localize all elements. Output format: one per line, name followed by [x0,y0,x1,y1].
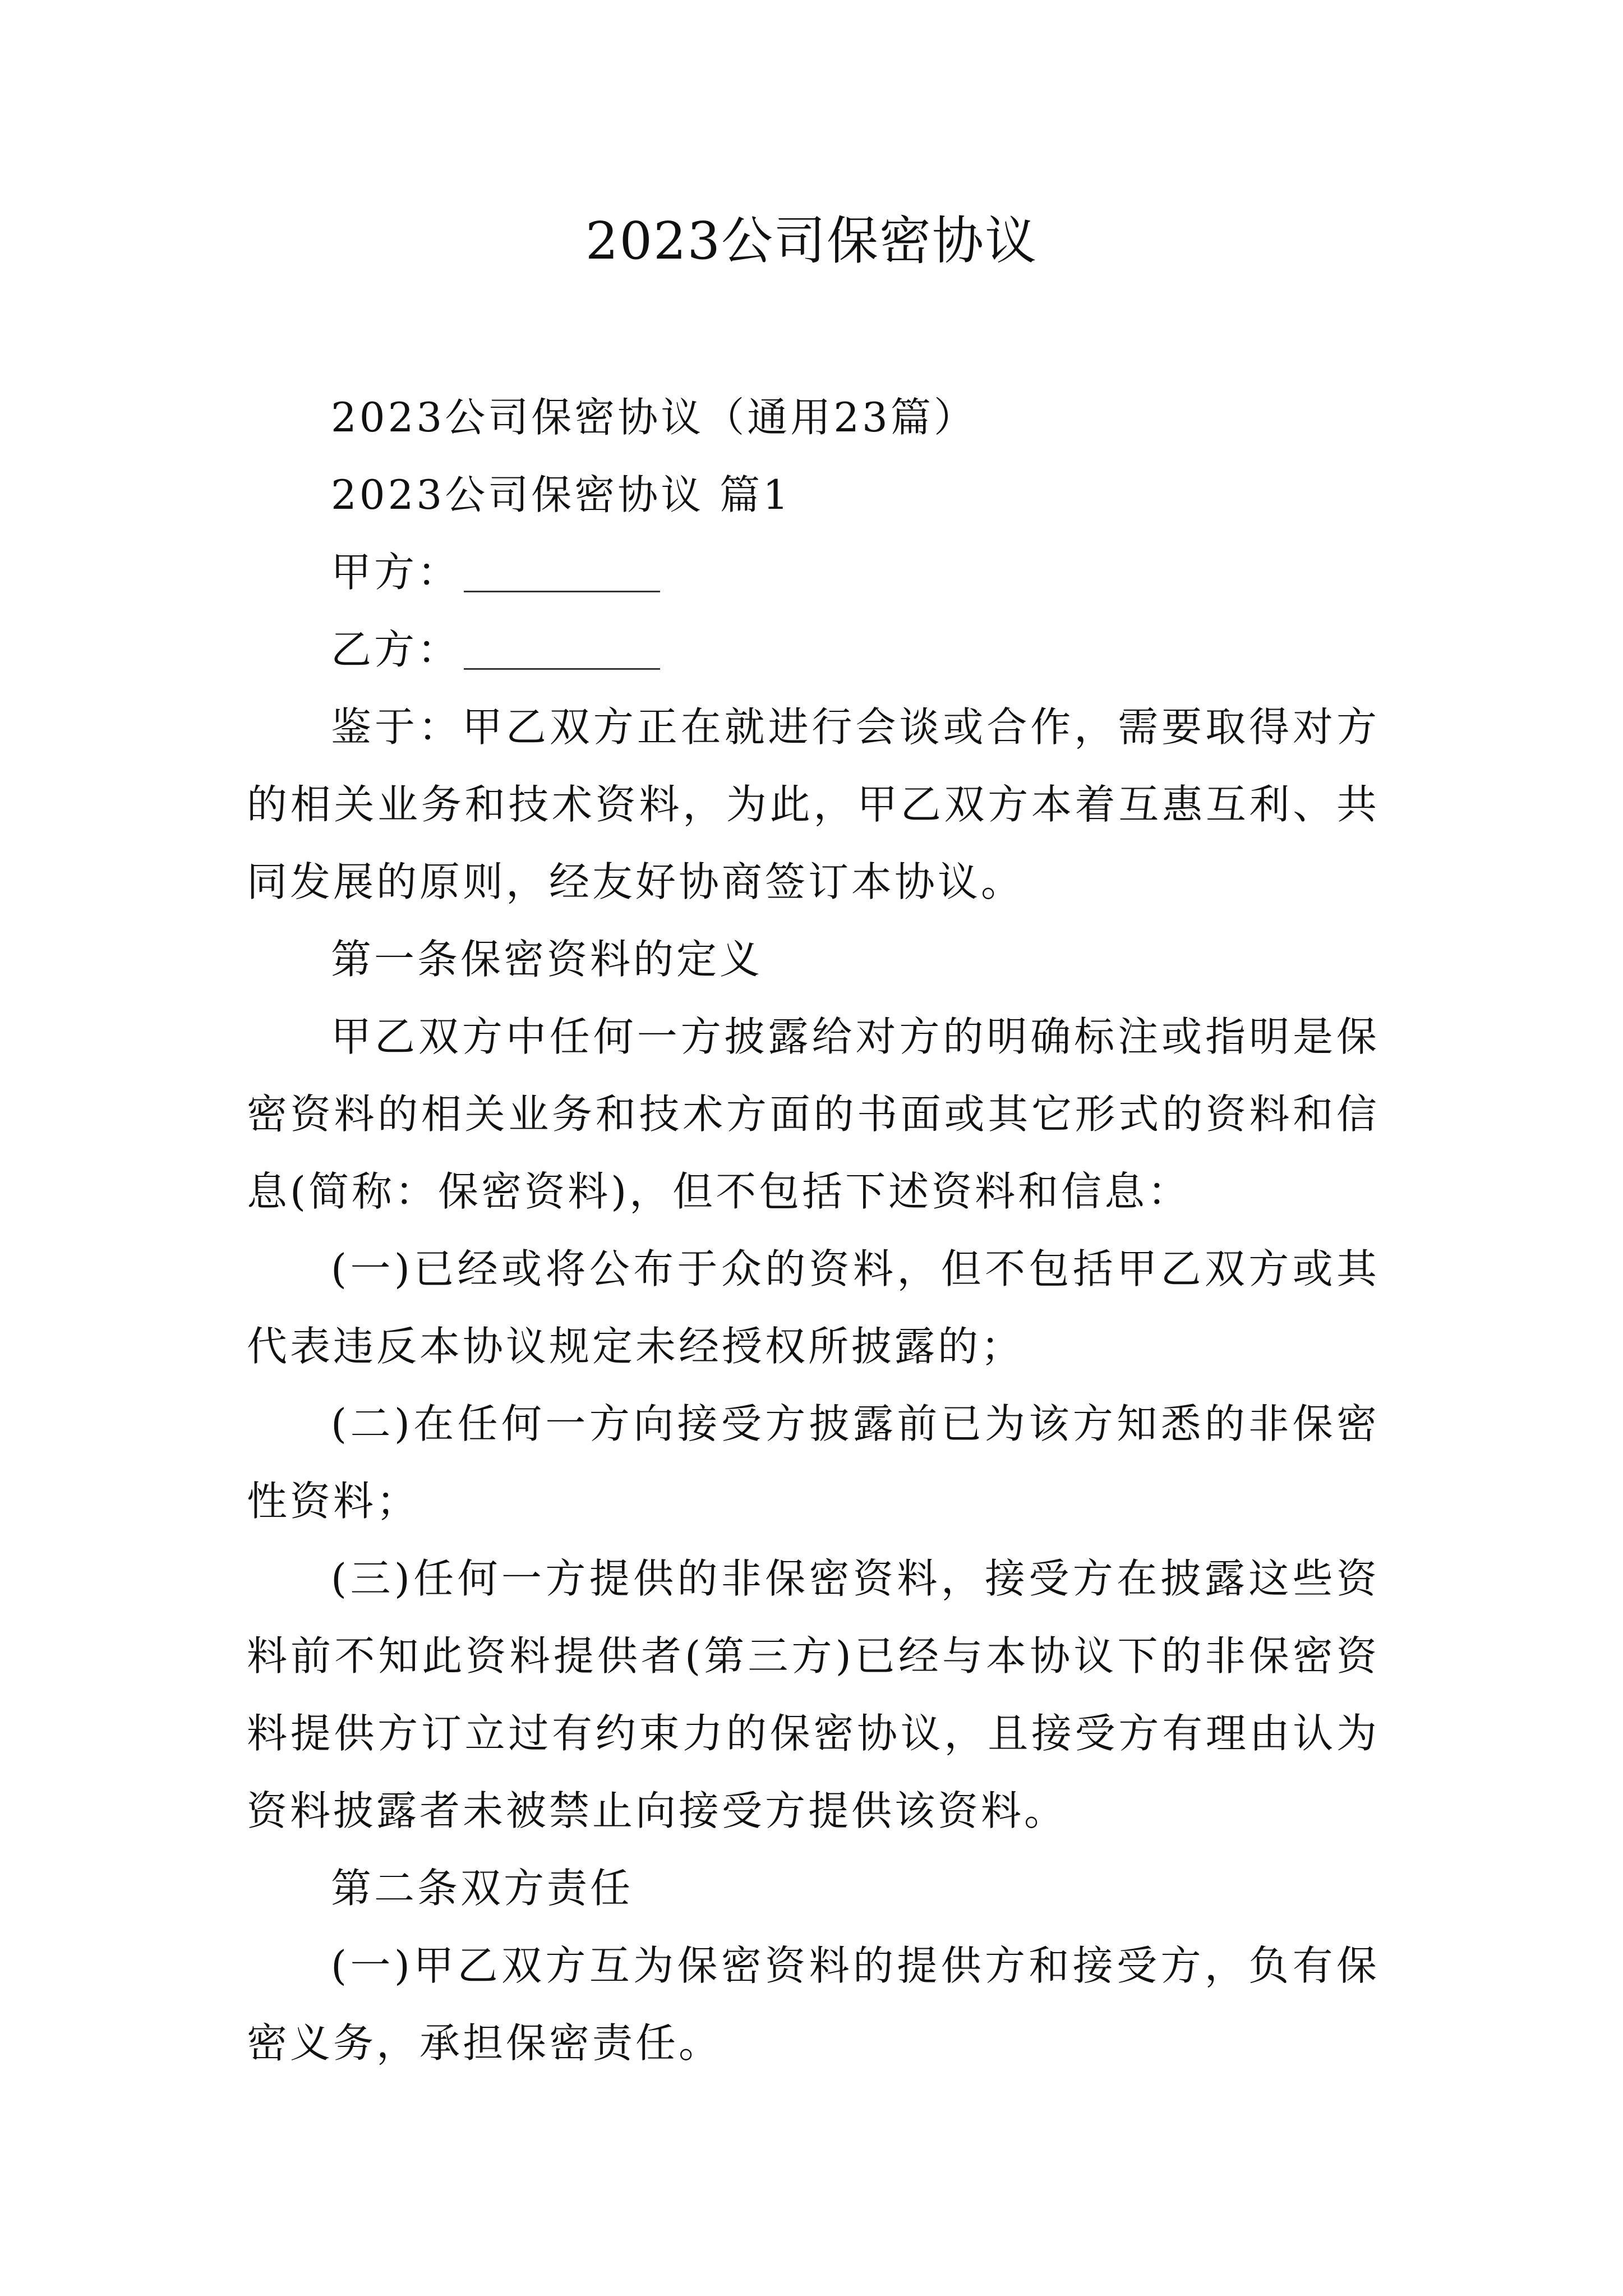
paragraph-definition: 甲乙双方中任何一方披露给对方的明确标注或指明是保密资料的相关业务和技术方面的书面或其它形式的资料和信息(简称：保密资料)，但不包括下述资料和信息： [247,1013,1380,1215]
article-2-heading: 第二条双方责任 [331,1865,634,1912]
paragraph-responsibility-1: (一)甲乙双方互为保密资料的提供方和接受方，负有保密义务，承担保密责任。 [247,1942,1380,2067]
paragraph-exclusion-2: (二)在任何一方向接受方披露前已为该方知悉的非保密性资料； [247,1400,1380,1525]
party-b-row [247,611,1380,688]
paragraph-exclusion-1: (一)已经或将公布于众的资料，但不包括甲乙双方或其代表违反本协议规定未经授权所披露的； [247,1245,1380,1370]
document-body [247,379,1380,2082]
document-title: 2023公司保密协议 [585,211,1038,271]
document-subtitle: 2023公司保密协议（通用23篇） [331,394,977,441]
section-heading: 2023公司保密协议 篇1 [331,471,791,518]
party-a-label: 甲方： [331,549,461,596]
party-a-row [247,533,1380,611]
paragraph-recital: 鉴于：甲乙双方正在就进行会谈或合作，需要取得对方的相关业务和技术资料，为此，甲乙双方本着互惠互利、共同发展的原则，经友好协商签订本协议。 [247,703,1380,905]
party-a-blank [464,590,660,592]
party-b-label: 乙方： [331,626,461,673]
article-1-heading: 第一条保密资料的定义 [331,936,763,983]
paragraph-exclusion-3: (三)任何一方提供的非保密资料，接受方在披露这些资料前不知此资料提供者(第三方)已经与本协议下的非保密资料提供方订立过有约束力的保密协议，且接受方有理由认为资料披露者未被禁止向接受方提供该资料。 [247,1555,1380,1834]
party-b-blank [464,668,660,670]
